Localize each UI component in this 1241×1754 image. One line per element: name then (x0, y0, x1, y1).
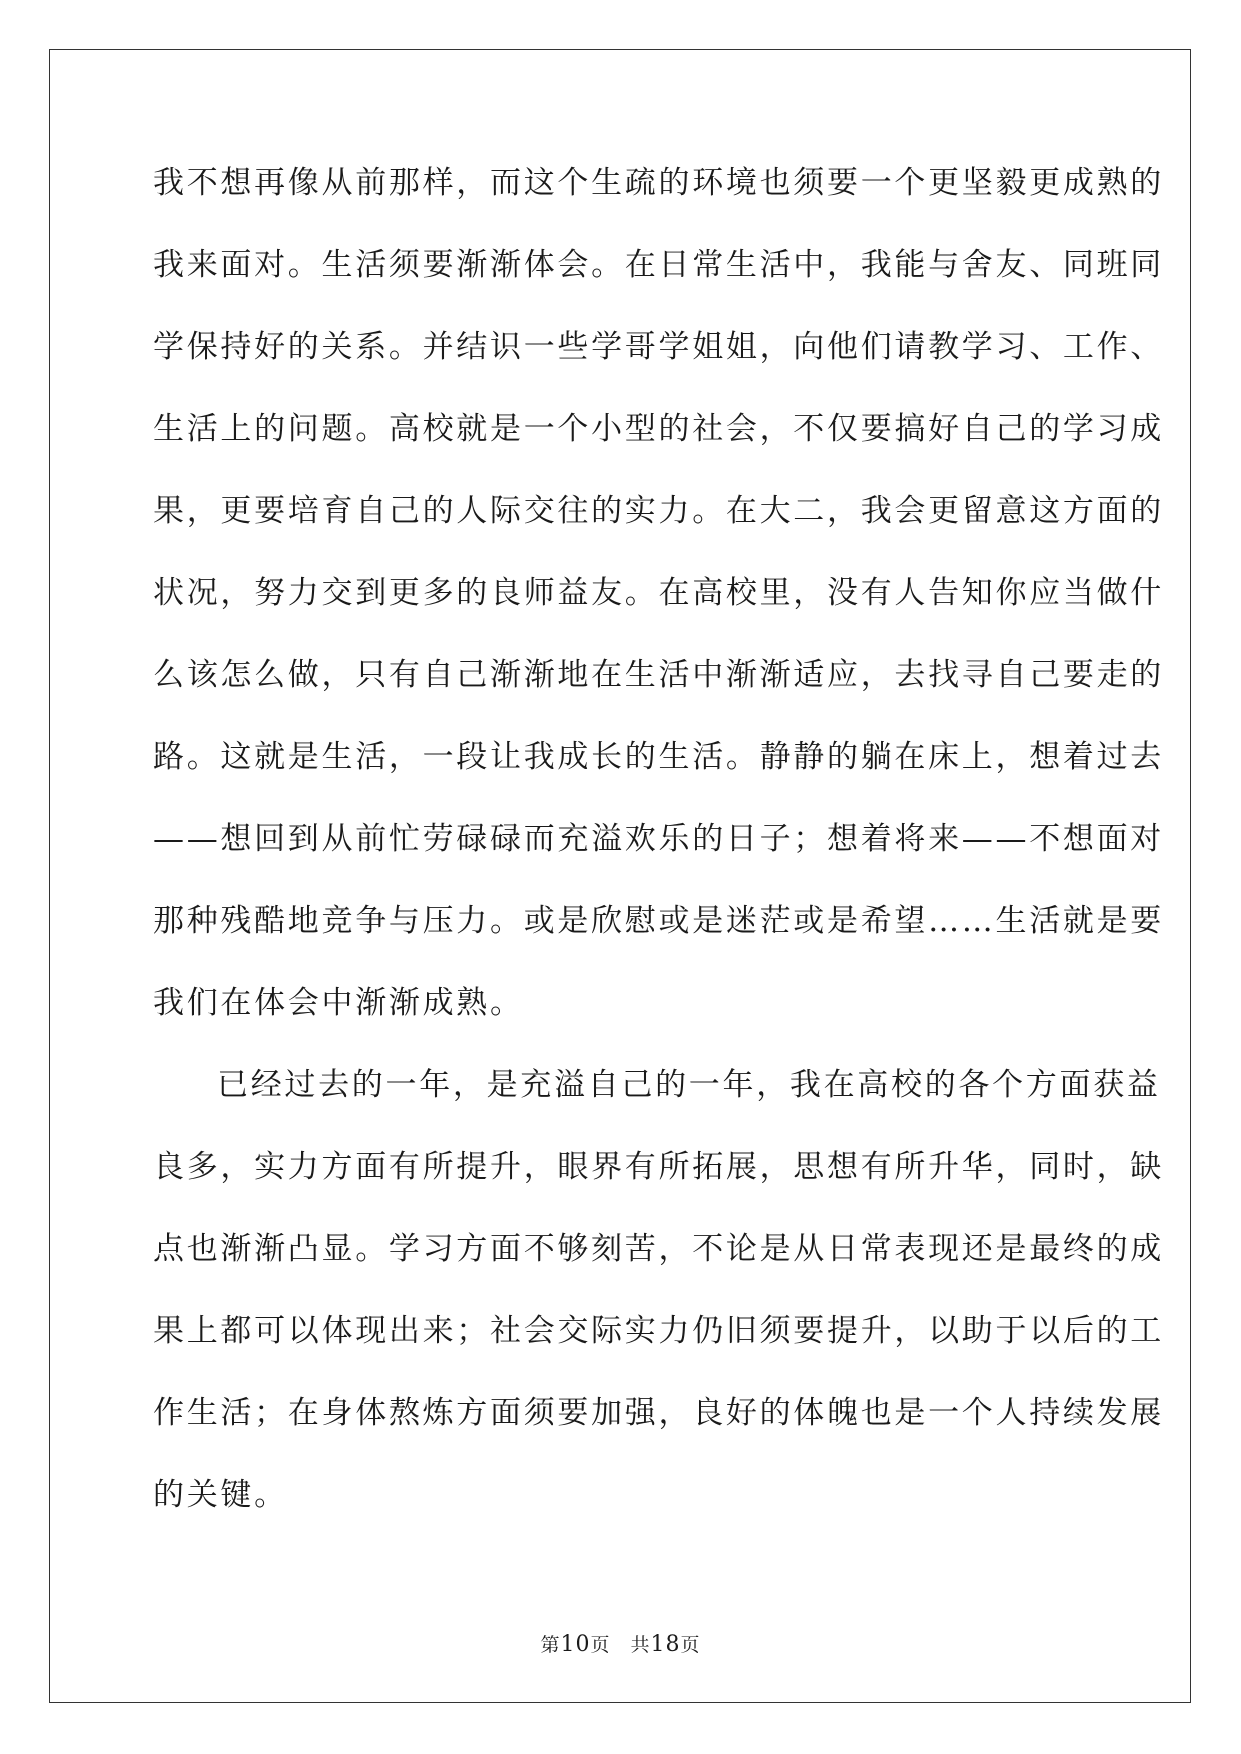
paragraph-2 (153, 1060, 1164, 1552)
text-line: 我来面对。生活须要渐渐体会。在日常生活中，我能与舍友、同班同 (153, 247, 1164, 283)
text-line-last: 我们在体会中渐渐成熟。 (153, 985, 524, 1021)
footer-total-prefix: 共 (630, 1634, 651, 1656)
footer-total-suffix: 页 (680, 1634, 701, 1656)
text-line: 果上都可以体现出来；社会交际实力仍旧须要提升，以助于以后的工 (153, 1313, 1164, 1349)
footer-page-word: 页 (590, 1634, 611, 1656)
text-line: 状况，努力交到更多的良师益友。在高校里，没有人告知你应当做什 (153, 575, 1164, 611)
text-line-first: 已经过去的一年，是充溢自己的一年，我在高校的各个方面获益 (217, 1067, 1161, 1103)
text-line: 作生活；在身体熬炼方面须要加强，良好的体魄也是一个人持续发展 (153, 1395, 1164, 1431)
paragraph-1 (153, 158, 1164, 1060)
text-line-last: 的关键。 (153, 1477, 288, 1513)
text-line: 那种残酷地竞争与压力。或是欣慰或是迷茫或是希望……生活就是要 (153, 903, 1164, 939)
text-line: 生活上的问题。高校就是一个小型的社会，不仅要搞好自己的学习成 (153, 411, 1164, 447)
text-line: ——想回到从前忙劳碌碌而充溢欢乐的日子；想着将来——不想面对 (153, 821, 1164, 857)
text-line: 我不想再像从前那样，而这个生疏的环境也须要一个更坚毅更成熟的 (153, 165, 1164, 201)
text-line: 路。这就是生活，一段让我成长的生活。静静的躺在床上，想着过去 (153, 739, 1164, 775)
document-body (153, 158, 1164, 1552)
text-line: 学保持好的关系。并结识一些学哥学姐姐，向他们请教学习、工作、 (153, 329, 1164, 365)
text-line: 果，更要培育自己的人际交往的实力。在大二，我会更留意这方面的 (153, 493, 1164, 529)
current-page-number: 10 (560, 1632, 591, 1657)
footer-prefix: 第 (540, 1634, 561, 1656)
text-line: 点也渐渐凸显。学习方面不够刻苦，不论是从日常表现还是最终的成 (153, 1231, 1164, 1267)
total-pages-number: 18 (650, 1632, 681, 1657)
text-line: 么该怎么做，只有自己渐渐地在生活中渐渐适应，去找寻自己要走的 (153, 657, 1164, 693)
page-number-footer (0, 1630, 1241, 1657)
text-line: 良多，实力方面有所提升，眼界有所拓展，思想有所升华，同时，缺 (153, 1149, 1164, 1185)
